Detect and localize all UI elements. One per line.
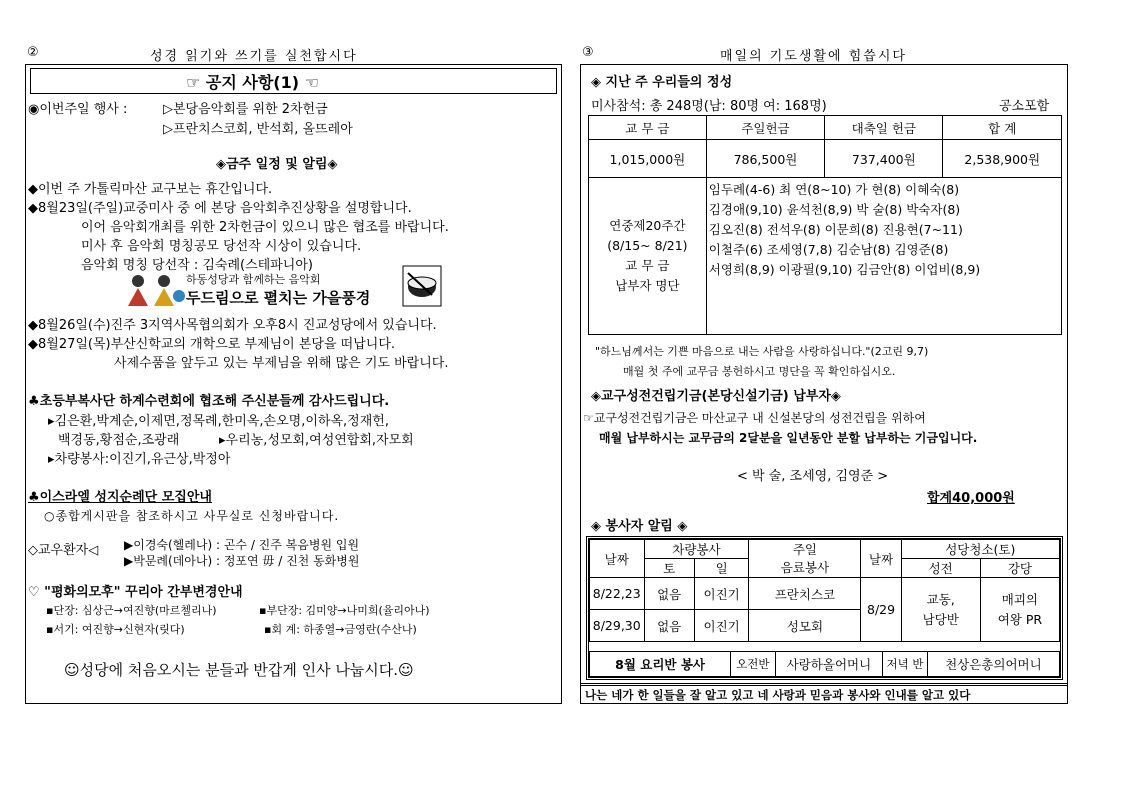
vt-header-drink-2: 음료봉사 <box>780 559 830 575</box>
vt-header-date: 날짜 <box>590 540 645 578</box>
right-panel <box>580 64 1068 704</box>
vt-cell-sun: 이진기 <box>694 610 749 642</box>
notice-line: 사제수품을 앞두고 있는 부제님을 위해 많은 기도 바랍니다. <box>114 356 449 371</box>
peace-title: ♡ "평화의모후" 꾸리아 간부변경안내 <box>28 585 243 600</box>
payer-label-line: 연중제20주간 <box>609 218 686 233</box>
vt-cell-sun: 이진기 <box>694 578 749 610</box>
volunteer-table <box>589 539 1060 642</box>
offering-header: 합 계 <box>943 116 1062 140</box>
sick-label: ◇교우환자◁ <box>28 543 99 558</box>
offering-value: 1,015,000원 <box>589 140 707 178</box>
payer-row: 이철주(6) 조세영(7,8) 김순남(8) 김영준(8) <box>708 242 949 257</box>
notice-line: 이어 음악회개최를 위한 2차헌금이 있으니 많은 협조를 바랍니다. <box>81 220 449 235</box>
peace-line: ▪부단장: 김미양→나미희(율리아나) <box>259 604 430 617</box>
vt-header-date2: 날짜 <box>861 540 901 578</box>
vt-header-clean-b: 강당 <box>980 559 1059 578</box>
schedule-title: ◈금주 일정 및 알림◈ <box>216 157 338 172</box>
offering-value: 2,538,900원 <box>943 140 1062 178</box>
peace-line: ▪서기: 여진향→신현자(릿다) <box>46 623 185 636</box>
payer-row: 김경애(9,10) 윤석천(8,9) 박 술(8) 박숙자(8) <box>708 202 961 217</box>
notice-line: ◆이번 주 가톨릭마산 교구보는 휴간입니다. <box>28 182 273 197</box>
drum-icon <box>402 265 442 307</box>
quote-sub: 매월 첫 주에 교무금 봉헌하시고 명단을 꼭 확인하십시오. <box>623 365 896 378</box>
israel-title: ♣이스라엘 성지순례단 모집안내 <box>28 490 212 505</box>
fund-title: ◈교구성전건립기금(본당신설기금) 납부자◈ <box>591 389 841 404</box>
payer-row: 서영희(8,9) 이광필(9,10) 김금안(8) 이업비(8,9) <box>708 262 981 277</box>
vt-header-clean: 성당청소(토) <box>901 540 1059 559</box>
offering-header: 대축일 헌금 <box>825 116 943 140</box>
kitchen-evening-label: 저녁 반 <box>883 652 928 677</box>
payer-label-line: 납부자 명단 <box>615 278 680 293</box>
vt-header-drink <box>749 540 861 578</box>
thanks-line: ▸김은환,박계순,이제면,정목례,한미옥,손오명,이하옥,정재헌, <box>48 414 389 429</box>
left-page-header: 성경 읽기와 쓰기를 실천합시다 <box>150 49 358 64</box>
quote: "하느님께서는 기쁜 마음으로 내는 사람을 사랑하십니다."(2고린 9,7) <box>595 345 929 358</box>
payer-label-line: (8/15~ 8/21) <box>607 238 688 253</box>
notice-line: ◆8월27일(목)부산신학교의 개학으로 부제님이 본당을 떠납니다. <box>28 337 396 352</box>
drum-people-illustration <box>124 272 186 308</box>
vt-cell-sat: 없음 <box>644 578 694 610</box>
payer-row: 임두례(4-6) 최 연(8~10) 가 현(8) 이혜숙(8) <box>708 182 960 197</box>
notice-title: ☞ 공지 사항(1) ☜ <box>186 73 319 92</box>
peace-line: ▪회 계: 하종열→금영란(수산나) <box>264 623 417 636</box>
fund-line: 매월 납부하시는 교무금의 2달분을 일년동안 분할 납부하는 기금입니다. <box>599 431 978 445</box>
vt-header-sat: 토 <box>644 559 694 578</box>
vt-header-clean-a: 성전 <box>901 559 980 578</box>
thanks-title: ♣초등부복사단 하계수련회에 협조해 주신분들께 감사드립니다. <box>28 394 390 409</box>
sincerity-title: ◈ 지난 주 우리들의 정성 <box>591 75 733 90</box>
fund-total: 합계40,000원 <box>927 491 1015 506</box>
kitchen-morning-value: 사랑하올어머니 <box>775 652 883 677</box>
thanks-line: ▸차량봉사:이진기,유근상,박정아 <box>48 452 231 467</box>
notice-line: ◆8월26일(수)진주 3지역사목협의회가 오후8시 진교성당에서 있습니다. <box>28 318 437 333</box>
weekly-event-label: ◉이번주일 행사 : <box>28 102 128 117</box>
vt-cell-drink: 프란치스코 <box>749 578 861 610</box>
offering-value: 786,500원 <box>706 140 824 178</box>
offering-value: 737,400원 <box>825 140 943 178</box>
vt-header-sun: 일 <box>694 559 749 578</box>
payer-row: 김오진(8) 전석우(8) 이문희(8) 진용현(7~11) <box>708 222 963 237</box>
kitchen-evening-value: 천상은총의어머니 <box>927 652 1059 677</box>
concert-title: 두드림으로 펼치는 가을풍경 <box>186 289 371 307</box>
sick-line: ▶이경숙(헬레나) : 곤수 / 진주 복음병원 입원 <box>124 538 360 552</box>
vt-cell-drink: 성모회 <box>749 610 861 642</box>
thanks-line: 백경동,황점순,조광래 <box>58 433 180 448</box>
notice-line: 미사 후 음악회 명칭공모 당선작 시상이 있습니다. <box>81 239 362 254</box>
volunteer-title: ◈ 봉사자 알림 ◈ <box>591 519 688 534</box>
payer-label <box>589 178 707 335</box>
vt-cell-date2: 8/29 <box>861 578 901 642</box>
weekly-event-1: ▷본당음악회를 위한 2차헌금 <box>163 102 328 117</box>
attendance-note: 공소포함 <box>999 99 1050 114</box>
left-panel <box>25 64 562 704</box>
israel-line: ○종합게시판을 참조하시고 사무실로 신청바랍니다. <box>44 509 340 523</box>
vt-header-drink-1: 주일 <box>792 541 818 557</box>
right-page-header: 매일의 기도생활에 힘씁시다 <box>720 49 907 64</box>
right-page-number: ③ <box>582 45 594 60</box>
payer-list <box>706 178 1061 335</box>
attendance: 미사참석: 총 248명(남: 80명 여: 168명) <box>591 99 827 114</box>
vt-cell-date: 8/22,23 <box>590 578 645 610</box>
notice-line: ◆8월23일(주일)교중미사 중 에 본당 음악회추진상황을 설명합니다. <box>28 201 412 216</box>
payer-label-line: 교 무 금 <box>625 258 670 273</box>
footer-quote: 나는 네가 한 일들을 잘 알고 있고 네 사랑과 믿음과 봉사와 인내를 알고 있다 <box>585 688 971 702</box>
offering-header: 교 무 금 <box>589 116 707 140</box>
greeting: ☺성당에 처음오시는 분들과 반갑게 인사 나눕시다.☺ <box>64 661 414 679</box>
offering-header: 주일헌금 <box>706 116 824 140</box>
vt-cell-clean-b: 매괴의 여왕 PR <box>980 578 1059 642</box>
kitchen-table <box>589 651 1060 677</box>
thanks-line: ▸우리농,성모회,여성연합회,자모회 <box>219 433 414 448</box>
weekly-event-2: ▷프란치스코회, 반석회, 올뜨레아 <box>163 122 353 137</box>
fund-line: ☞교구성전건립기금은 마산교구 내 신설본당의 성전건립을 위하여 <box>583 411 926 425</box>
sick-line: ▶박문례(데아나) : 정포연 毋 / 진천 동화병원 <box>124 554 360 568</box>
vt-cell-date: 8/29,30 <box>590 610 645 642</box>
vt-header-car: 차량봉사 <box>644 540 749 559</box>
left-page-number: ② <box>27 45 39 60</box>
concert-subtitle: 하동성당과 함께하는 음악회 <box>186 273 321 286</box>
offering-table <box>588 115 1062 335</box>
peace-line: ▪단장: 심상근→여진향(마르첼리나) <box>46 604 217 617</box>
fund-names: < 박 술, 조세영, 김영준 > <box>737 469 889 484</box>
vt-cell-sat: 없음 <box>644 610 694 642</box>
kitchen-morning-label: 오전반 <box>731 652 776 677</box>
kitchen-label: 8월 요리반 봉사 <box>590 652 731 677</box>
vt-cell-clean-a: 교동, 남당반 <box>901 578 980 642</box>
notice-line: 음악회 명칭 당선작 : 김숙례(스테파니아) <box>81 258 313 273</box>
